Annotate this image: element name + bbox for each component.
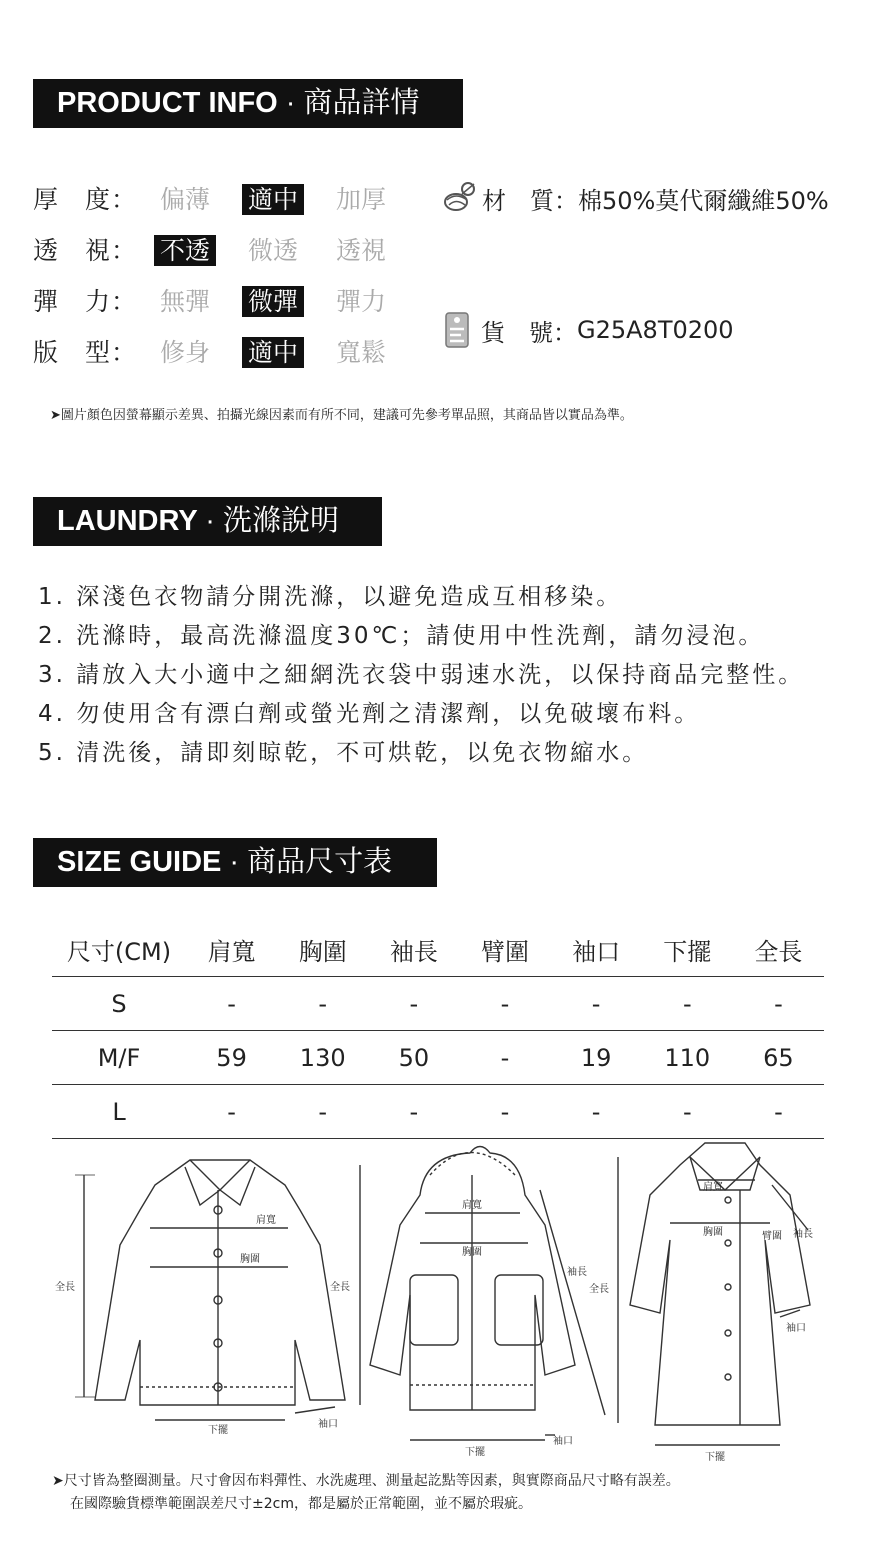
attribute-label: 厚 度： [33,185,138,214]
attribute-option: 無彈 [159,287,210,316]
table-row [52,1085,824,1139]
material-row [442,180,829,216]
size-value-cell: 50 [368,1031,459,1085]
hoodie-cuff-label: 袖口 [553,1436,573,1447]
size-value-cell: 19 [551,1031,642,1085]
coat-hem-label: 下擺 [705,1452,725,1463]
size-value-cell: 130 [277,1031,368,1085]
attribute-option-selected: 不透 [141,231,229,267]
product-info-title-en: PRODUCT INFO [57,87,278,119]
coat-shoulder-label: 肩寬 [703,1182,723,1193]
jacket-cuff-label: 袖口 [318,1419,338,1430]
sku-value: G25A8T0200 [577,316,734,344]
size-table-header-row [52,922,824,977]
table-row [52,1031,824,1085]
size-value-cell: - [459,1031,550,1085]
size-value-cell: - [459,1085,550,1139]
size-label-cell: M/F [52,1031,186,1085]
product-info-title-cn: · 商品詳情 [285,87,420,119]
attribute-option: 修身 [159,338,210,367]
size-value-cell: - [277,1085,368,1139]
coat-length-label: 全長 [589,1284,609,1295]
size-header: 臂圍 [459,922,550,977]
size-label-cell: L [52,1085,186,1139]
size-value-cell: - [551,1085,642,1139]
material-value: 棉50%莫代爾纖維50% [578,186,829,215]
jacket-chest-label: 胸圍 [240,1254,260,1265]
coat-cuff-label: 袖口 [786,1323,806,1334]
jacket-shoulder-label: 肩寬 [256,1215,276,1226]
hoodie-sleeve-label: 袖長 [567,1267,587,1278]
attribute-option-selected: 微彈 [229,282,317,318]
attribute-row [33,229,405,269]
size-value-cell: - [642,977,733,1031]
size-value-cell: - [186,1085,277,1139]
table-row [52,977,824,1031]
size-value-cell: 65 [733,1031,824,1085]
size-footnote-2: 在國際驗貨標準範圍誤差尺寸±2cm，都是屬於正常範圍，並不屬於瑕疵。 [70,1496,532,1512]
size-header: 袖長 [368,922,459,977]
attribute-option: 寬鬆 [335,338,386,367]
laundry-item: 2. 洗滌時，最高洗滌溫度30℃；請使用中性洗劑，請勿浸泡。 [38,623,765,649]
product-info-title [33,79,463,128]
size-value-cell: - [277,977,368,1031]
laundry-title-cn: · 洗滌說明 [205,505,339,537]
size-header: 全長 [733,922,824,977]
hoodie-shoulder-label: 肩寬 [462,1200,482,1211]
hoodie-chest-label: 胸圍 [462,1247,482,1258]
size-footnote-1: ➤尺寸皆為整圈測量。尺寸會因布料彈性、水洗處理、測量起訖點等因素，與實際商品尺寸略有誤差。 [52,1473,680,1489]
size-value-cell: 59 [186,1031,277,1085]
laundry-item: 5. 清洗後，請即刻晾乾，不可烘乾，以免衣物縮水。 [38,740,649,766]
attribute-option-selected: 適中 [229,180,317,216]
size-header: 胸圍 [277,922,368,977]
size-table [52,922,824,1139]
sku-row [443,309,734,351]
size-value-cell: - [368,977,459,1031]
size-value-cell: - [459,977,550,1031]
size-guide-title-en: SIZE GUIDE [57,846,222,878]
hoodie-diagram [360,1147,605,1441]
coat-chest-label: 胸圍 [703,1227,723,1238]
attribute-option: 偏薄 [159,185,210,214]
size-guide-title-cn: · 商品尺寸表 [229,846,393,878]
size-value-cell: 110 [642,1031,733,1085]
hoodie-hem-label: 下擺 [465,1447,485,1458]
attribute-row [33,178,405,218]
size-value-cell: - [368,1085,459,1139]
attribute-option: 透視 [335,236,386,265]
size-value-cell: - [733,1085,824,1139]
attribute-label: 版 型： [33,338,138,367]
attribute-label: 透 視： [33,236,138,265]
attribute-option: 彈力 [335,287,386,316]
sku-label: 貨 號： [481,318,577,347]
laundry-item: 1. 深淺色衣物請分開洗滌，以避免造成互相移染。 [38,584,623,610]
laundry-title-en: LAUNDRY [57,505,198,537]
size-header: 袖口 [551,922,642,977]
coat-sleeve-label: 袖長 [793,1229,813,1240]
size-label-cell: S [52,977,186,1031]
attribute-row [33,280,405,320]
attribute-option: 微透 [247,236,298,265]
size-value-cell: - [186,977,277,1031]
material-label: 材 質： [482,186,578,215]
thread-spool-icon [442,180,478,216]
jacket-length-label: 全長 [55,1282,75,1293]
laundry-item: 3. 請放入大小適中之細網洗衣袋中弱速水洗，以保持商品完整性。 [38,662,805,688]
jacket-front-diagram [75,1160,345,1420]
hoodie-length-label: 全長 [330,1282,350,1293]
size-value-cell: - [733,977,824,1031]
size-header: 尺寸(CM) [52,922,186,977]
jacket-hem-label: 下擺 [208,1425,228,1436]
size-value-cell: - [642,1085,733,1139]
attribute-label: 彈 力： [33,287,138,316]
size-value-cell: - [551,977,642,1031]
size-header: 下擺 [642,922,733,977]
laundry-item: 4. 勿使用含有漂白劑或螢光劑之清潔劑，以免破壞布料。 [38,701,701,727]
size-header: 肩寬 [186,922,277,977]
product-info-note: ➤圖片顏色因螢幕顯示差異、拍攝光線因素而有所不同，建議可先參考單品照，其商品皆以實品為準。 [50,408,633,423]
attribute-row [33,331,405,371]
laundry-title [33,497,382,546]
coat-arm-label: 臂圍 [762,1231,782,1242]
attribute-option: 加厚 [335,185,386,214]
price-tag-icon [443,309,471,351]
size-guide-title [33,838,437,887]
garment-diagrams [0,1135,875,1465]
attribute-option-selected: 適中 [229,333,317,369]
